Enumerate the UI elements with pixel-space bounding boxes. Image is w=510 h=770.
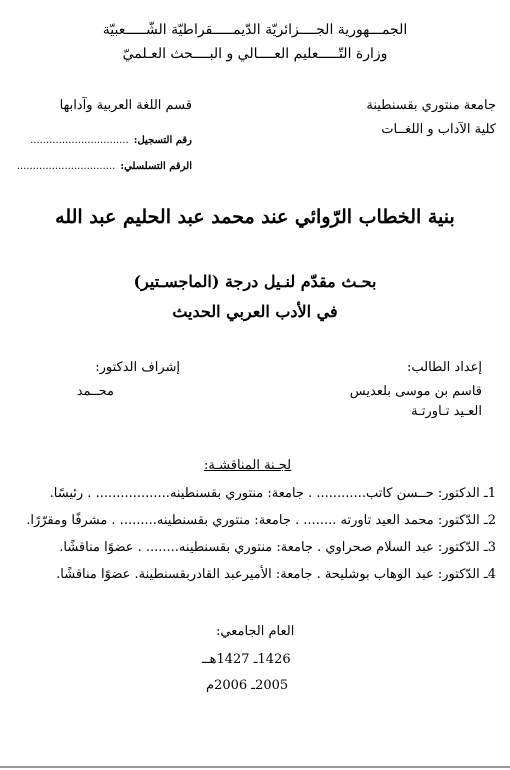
student-label: إعداد الطالب:: [406, 360, 482, 375]
republic-line: الجمـــهورية الجــــزائريّة الدّيمـــــقراطيّة الشّـــــعبيّة: [102, 22, 408, 38]
committee-member-1: 1ـ الدكتور: حــسن كاتب............ . جامعة: منتوري بقسنطينه.................. . رئيسًا.: [49, 486, 496, 501]
supervisor-name: محــمد: [76, 384, 114, 399]
serial-value: ...............................: [16, 161, 116, 172]
serial-label: الرقم التسلسلي:: [120, 161, 192, 172]
serial-row: [16, 154, 192, 173]
committee-heading: لجـنة المناقشـة:: [204, 458, 292, 473]
committee-member-2: 2ـ الدّكتور: محمد العيد تاورته ........ . جامعة: منتوري بقسنطينه......... . مشرفًا ومقرّرًا.: [26, 513, 496, 528]
academic-year-label: العام الجامعي:: [216, 624, 295, 639]
student-name-2: العـيد تـاورتـة: [411, 404, 482, 419]
supervisor-label: إشراف الدكتور:: [95, 360, 180, 375]
department-name: قسم اللغة العربية وآدابها: [59, 98, 192, 113]
committee-member-4: 4ـ الدّكتور: عبد الوهاب بوشليحة . جامعة: الأميرعبد القادربقسنطينة. عضوًا مناقشًا.: [56, 567, 496, 582]
academic-year-hijri: 1426ـ 1427هــ: [202, 652, 291, 667]
faculty-name: كلية الآداب و اللغــات: [381, 122, 496, 137]
student-name-1: قاسم بن موسى بلعديس: [349, 384, 482, 399]
page-bottom-border: [0, 766, 510, 768]
academic-year-gregorian: 2005ـ 2006م: [206, 678, 289, 693]
thesis-title: بنية الخطاب الرّوائي عند محمد عبد الحليم عبد الله: [55, 206, 455, 228]
degree-line: بحـث مقدّم لنـيل درجة (الماجسـتير): [133, 272, 377, 291]
registration-row: [22, 128, 192, 147]
field-line: في الأدب العربي الحديث: [172, 302, 338, 321]
registration-label: رقم التسجيل:: [133, 135, 192, 146]
university-name: جامعة منتوري بقسنطينة: [366, 98, 496, 113]
ministry-line: وزارة التّـــــعليم العــــالي و البــــحث العـلميّ: [122, 46, 388, 62]
registration-value: ...............................: [30, 135, 129, 146]
committee-member-3: 3ـ الدّكتور: عبد السلام صحراوي . جامعة: منتوري بقسنطينه........ . عضوًا مناقشًا.: [59, 540, 496, 555]
